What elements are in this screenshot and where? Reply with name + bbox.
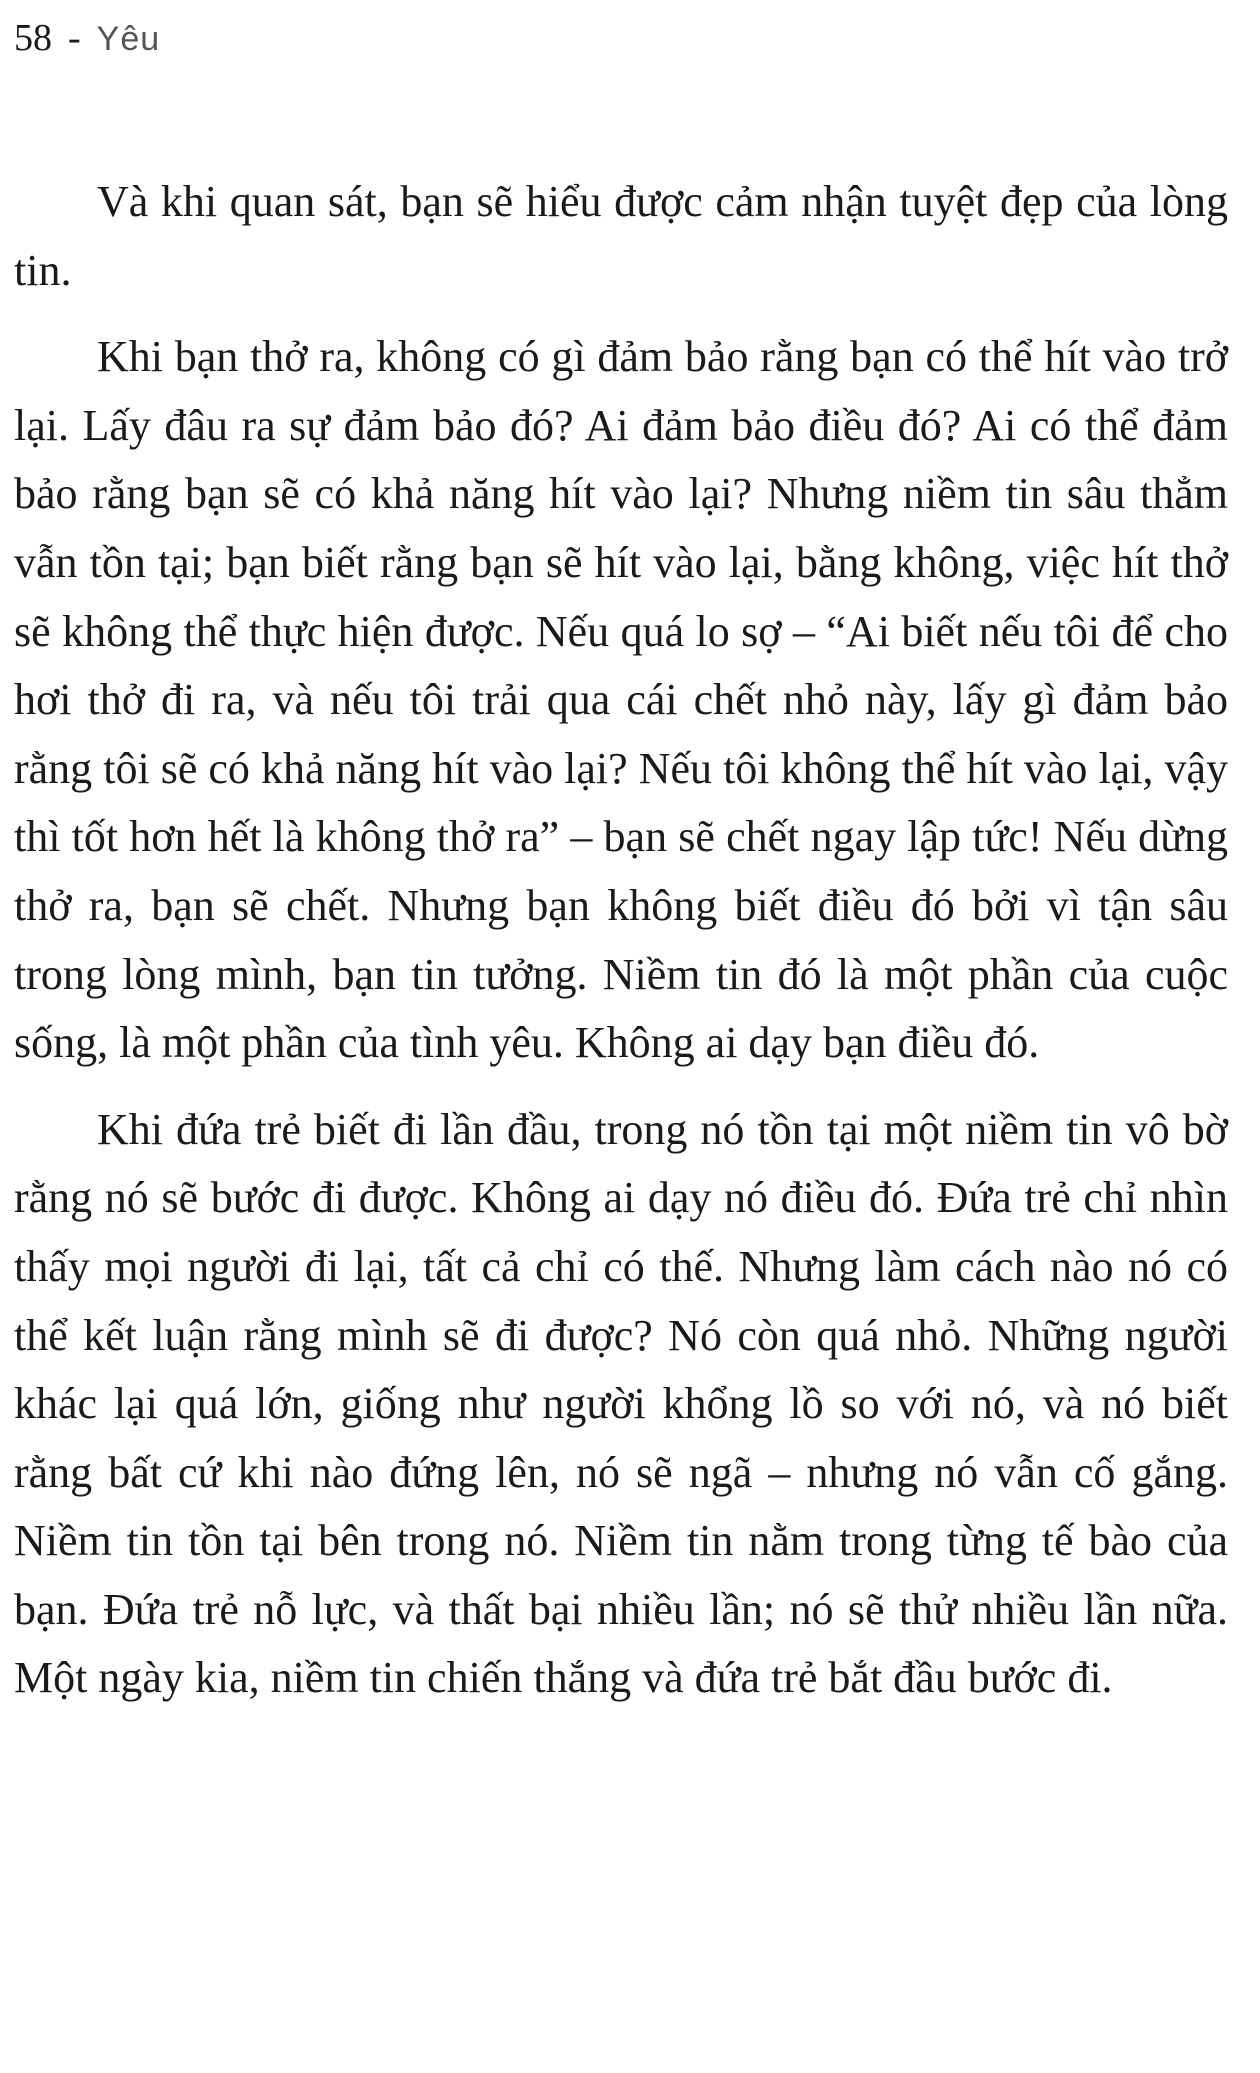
- paragraph: Khi bạn thở ra, không có gì đảm bảo rằng bạn có thể hít vào trở lại. Lấy đâu ra sự đảm bảo đó? Ai đảm bảo điều đó? Ai có thể đảm bảo rằng bạn sẽ có khả năng hít vào lại? Nhưng niềm tin sâu thẳm vẫn tồn tại; bạn biết rằng bạn sẽ hít vào lại, bằng không, việc hít thở sẽ không thể thực hiện được. Nếu quá lo sợ – “Ai biết nếu tôi để cho hơi thở đi ra, và nếu tôi trải qua cái chết nhỏ này, lấy gì đảm bảo rằng tôi sẽ có khả năng hít vào lại? Nếu tôi không thể hít vào lại, vậy thì tốt hơn hết là không thở ra” – bạn sẽ chết ngay lập tức! Nếu dừng thở ra, bạn sẽ chết. Nhưng bạn không biết điều đó bởi vì tận sâu trong lòng mình, bạn tin tưởng. Niềm tin đó là một phần của cuộc sống, là một phần của tình yêu. Không ai dạy bạn điều đó.: [14, 332, 1228, 1068]
- paragraph: Khi đứa trẻ biết đi lần đầu, trong nó tồn tại một niềm tin vô bờ rằng nó sẽ bước đi được. Không ai dạy nó điều đó. Đứa trẻ chỉ nhìn thấy mọi người đi lại, tất cả chỉ có thế. Nhưng làm cách nào nó có thể kết luận rằng mình sẽ đi được? Nó còn quá nhỏ. Những người khác lại quá lớn, giống như người khổng lồ so với nó, và nó biết rằng bất cứ khi nào đứng lên, nó sẽ ngã – nhưng nó vẫn cố gắng. Niềm tin tồn tại bên trong nó. Niềm tin nằm trong từng tế bào của bạn. Đứa trẻ nỗ lực, và thất bại nhiều lần; nó sẽ thử nhiều lần nữa. Một ngày kia, niềm tin chiến thắng và đứa trẻ bắt đầu bước đi.: [14, 1104, 1228, 1703]
- paragraph: Và khi quan sát, bạn sẽ hiểu được cảm nhận tuyệt đẹp của lòng tin.: [14, 177, 1228, 295]
- page-number: 58: [14, 17, 52, 59]
- running-head: [14, 14, 160, 63]
- body-text: [14, 168, 1228, 1731]
- book-title: Yêu: [96, 20, 161, 58]
- header-separator: -: [68, 17, 81, 59]
